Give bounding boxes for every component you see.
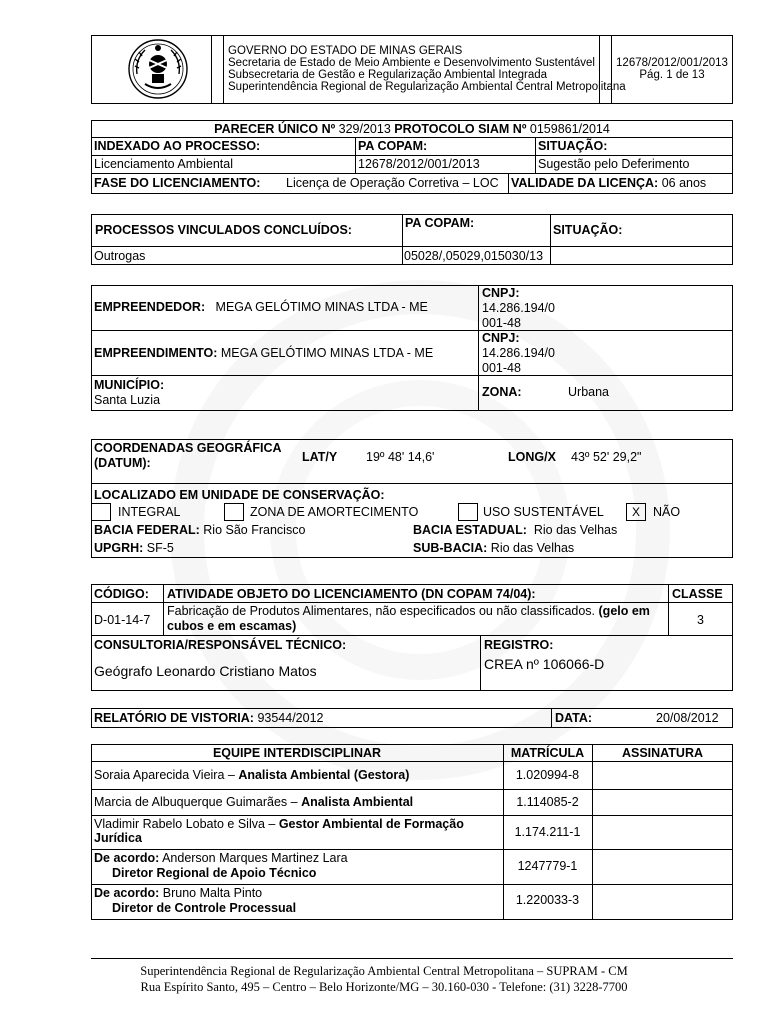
nao-label: NÃO — [653, 505, 681, 519]
situacao-value: Sugestão pelo Deferimento — [538, 157, 690, 171]
consultoria-label: CONSULTORIA/RESPONSÁVEL TÉCNICO: — [94, 638, 347, 652]
empreendedor-label: EMPREENDEDOR: — [94, 300, 206, 314]
atividade-bold1: (gelo em — [598, 604, 650, 618]
registro-label: REGISTRO: — [484, 638, 554, 652]
vinculados-row-name: Outrogas — [94, 249, 146, 263]
bacia-federal-label: BACIA FEDERAL: — [94, 523, 200, 537]
equipe-row-3-matricula: 1.174.211-1 — [514, 825, 581, 839]
empreendimento-label: EMPREENDIMENTO: — [94, 346, 218, 360]
codigo-label: CÓDIGO: — [94, 587, 149, 601]
cnpj2-line2: 001-48 — [482, 361, 521, 375]
matricula-col-header: MATRÍCULA — [510, 746, 585, 760]
zona-value: Urbana — [568, 385, 609, 399]
cnpj2-label: CNPJ: — [482, 331, 520, 345]
classe-value: 3 — [697, 613, 704, 627]
pa-copam-label: PA COPAM: — [358, 139, 428, 153]
equipe-row-4-member: De acordo: Anderson Marques Martinez Lara — [94, 851, 348, 865]
municipio-label: MUNICÍPIO: — [94, 378, 165, 392]
zona-amortecimento-checkbox[interactable] — [224, 503, 244, 521]
cnpj2-line1: 14.286.194/0 — [482, 346, 555, 360]
bacia-estadual — [413, 523, 617, 538]
sub-bacia-value: Rio das Velhas — [490, 541, 575, 555]
equipe-col-header: EQUIPE INTERDISCIPLINAR — [212, 746, 382, 760]
header-line-2: Secretaria de Estado de Meio Ambiente e Desenvolvimento Sustentável — [228, 57, 595, 69]
long-value: 43º 52' 29,2" — [571, 450, 642, 464]
uso-sustentavel-label: USO SUSTENTÁVEL — [483, 505, 604, 519]
empreendedor-row — [94, 300, 428, 315]
fase-value: Licença de Operação Corretiva – LOC — [286, 176, 499, 190]
upgrh-label: UPGRH: — [94, 541, 144, 555]
situacao-label: SITUAÇÃO: — [538, 139, 608, 153]
upgrh-value: SF-5 — [146, 541, 174, 555]
equipe-row-2-member: Marcia de Albuquerque Guimarães – Analista Ambiental — [94, 795, 414, 809]
uc-label: LOCALIZADO EM UNIDADE DE CONSERVAÇÃO: — [94, 488, 385, 502]
equipe-row-1-matricula: 1.020994-8 — [515, 768, 580, 782]
coordenadas-label-2: (DATUM): — [94, 456, 151, 470]
nao-checkbox[interactable]: X — [626, 503, 646, 521]
vinculados-row-pa: 05028/,05029,015030/13 — [404, 249, 544, 263]
consultoria-value: Geógrafo Leonardo Cristiano Matos — [94, 663, 317, 679]
empreendimento-row — [94, 346, 433, 361]
fase-label: FASE DO LICENCIAMENTO: — [94, 176, 261, 190]
municipio-value: Santa Luzia — [94, 393, 161, 407]
header-page-number: Pág. 1 de 13 — [639, 69, 705, 81]
assinatura-col-header: ASSINATURA — [621, 746, 704, 760]
equipe-row-4-matricula: 1247779-1 — [517, 859, 578, 873]
vinculados-label: PROCESSOS VINCULADOS CONCLUÍDOS: — [95, 223, 352, 237]
equipe-row-5-role: Diretor de Controle Processual — [112, 901, 297, 915]
registro-value: CREA nº 106066-D — [484, 656, 605, 672]
data-label: DATA: — [555, 711, 593, 725]
upgrh — [94, 541, 174, 556]
cnpj1-line1: 14.286.194/0 — [482, 301, 555, 315]
header-line-3: Subsecretaria de Gestão e Regularização Ambiental Integrada — [228, 69, 548, 81]
indexado-value: Licenciamento Ambiental — [94, 157, 233, 171]
header-line-4: Superintendência Regional de Regularização Ambiental Central Metropolitana — [228, 81, 626, 93]
lat-label: LAT/Y — [302, 450, 338, 464]
integral-label: INTEGRAL — [118, 505, 181, 519]
equipe-row-1-member: Soraia Aparecida Vieira – Analista Ambiental (Gestora) — [94, 768, 410, 782]
zona-amortecimento-label: ZONA DE AMORTECIMENTO — [250, 505, 419, 519]
validade — [511, 176, 706, 191]
pa-copam-value: 12678/2012/001/2013 — [358, 157, 480, 171]
zona-label: ZONA: — [482, 385, 522, 399]
data-value: 20/08/2012 — [656, 711, 719, 725]
relatorio-value: 93544/2012 — [257, 711, 324, 725]
equipe-row-3-member: Vladimir Rabelo Lobato e Silva – Gestor Ambiental de Formação — [94, 817, 464, 831]
bacia-estadual-label: BACIA ESTADUAL: — [413, 523, 527, 537]
bacia-federal — [94, 523, 305, 538]
empreendimento-value: MEGA GELÓTIMO MINAS LTDA - ME — [220, 346, 434, 360]
relatorio-label: RELATÓRIO DE VISTORIA: — [94, 711, 254, 725]
footer-line-2: Rua Espírito Santo, 495 – Centro – Belo Horizonte/MG – 30.160-030 - Telefone: (31) 3228-7700 — [140, 980, 628, 994]
sub-bacia — [413, 541, 574, 556]
bacia-federal-value: Rio São Francisco — [203, 523, 306, 537]
vinculados-situacao-label: SITUAÇÃO: — [553, 223, 623, 237]
header-line-1: GOVERNO DO ESTADO DE MINAS GERAIS — [228, 45, 463, 57]
coordenadas-label-1: COORDENADAS GEOGRÁFICA — [94, 441, 282, 455]
codigo-value: D-01-14-7 — [94, 613, 151, 627]
empreendedor-value: MEGA GELÓTIMO MINAS LTDA - ME — [215, 300, 428, 314]
validade-label: VALIDADE DA LICENÇA: — [511, 176, 659, 190]
equipe-row-4-role: Diretor Regional de Apoio Técnico — [112, 866, 317, 880]
atividade-description — [167, 604, 650, 619]
cnpj1-line2: 001-48 — [482, 316, 521, 330]
footer-line-1: Superintendência Regional de Regularização Ambiental Central Metropolitana – SUPRAM - CM — [140, 964, 628, 978]
relatorio — [94, 711, 324, 726]
atividade-bold2: cubos e em escamas) — [167, 619, 297, 633]
state-coat-of-arms-icon — [127, 38, 189, 100]
parecer-title: PARECER ÚNICO Nº 329/2013 PROTOCOLO SIAM Nº 0159861/2014 — [214, 122, 610, 136]
cnpj1-label: CNPJ: — [482, 286, 520, 300]
sub-bacia-label: SUB-BACIA: — [413, 541, 488, 555]
footer-divider — [91, 958, 733, 959]
header-doc-number: 12678/2012/001/2013 — [616, 57, 728, 69]
equipe-row-5-matricula: 1.220033-3 — [515, 893, 580, 907]
equipe-row-5-member: De acordo: Bruno Malta Pinto — [94, 886, 263, 900]
long-label: LONG/X — [508, 450, 556, 464]
integral-checkbox[interactable] — [91, 503, 111, 521]
bacia-estadual-value: Rio das Velhas — [533, 523, 618, 537]
equipe-row-2-matricula: 1.114085-2 — [516, 795, 579, 809]
uso-sustentavel-checkbox[interactable] — [458, 503, 478, 521]
lat-value: 19º 48' 14,6' — [366, 450, 435, 464]
vinculados-pa-label: PA COPAM: — [405, 216, 475, 230]
validade-value: 06 anos — [661, 176, 707, 190]
equipe-row-3-role2: Jurídica — [94, 831, 142, 845]
atividade-label: ATIVIDADE OBJETO DO LICENCIAMENTO (DN COPAM 74/04): — [167, 587, 536, 601]
indexado-label: INDEXADO AO PROCESSO: — [94, 139, 261, 153]
atividade-line1: Fabricação de Produtos Alimentares, não especificados ou não classificados. — [167, 604, 596, 618]
classe-label: CLASSE — [672, 587, 723, 601]
